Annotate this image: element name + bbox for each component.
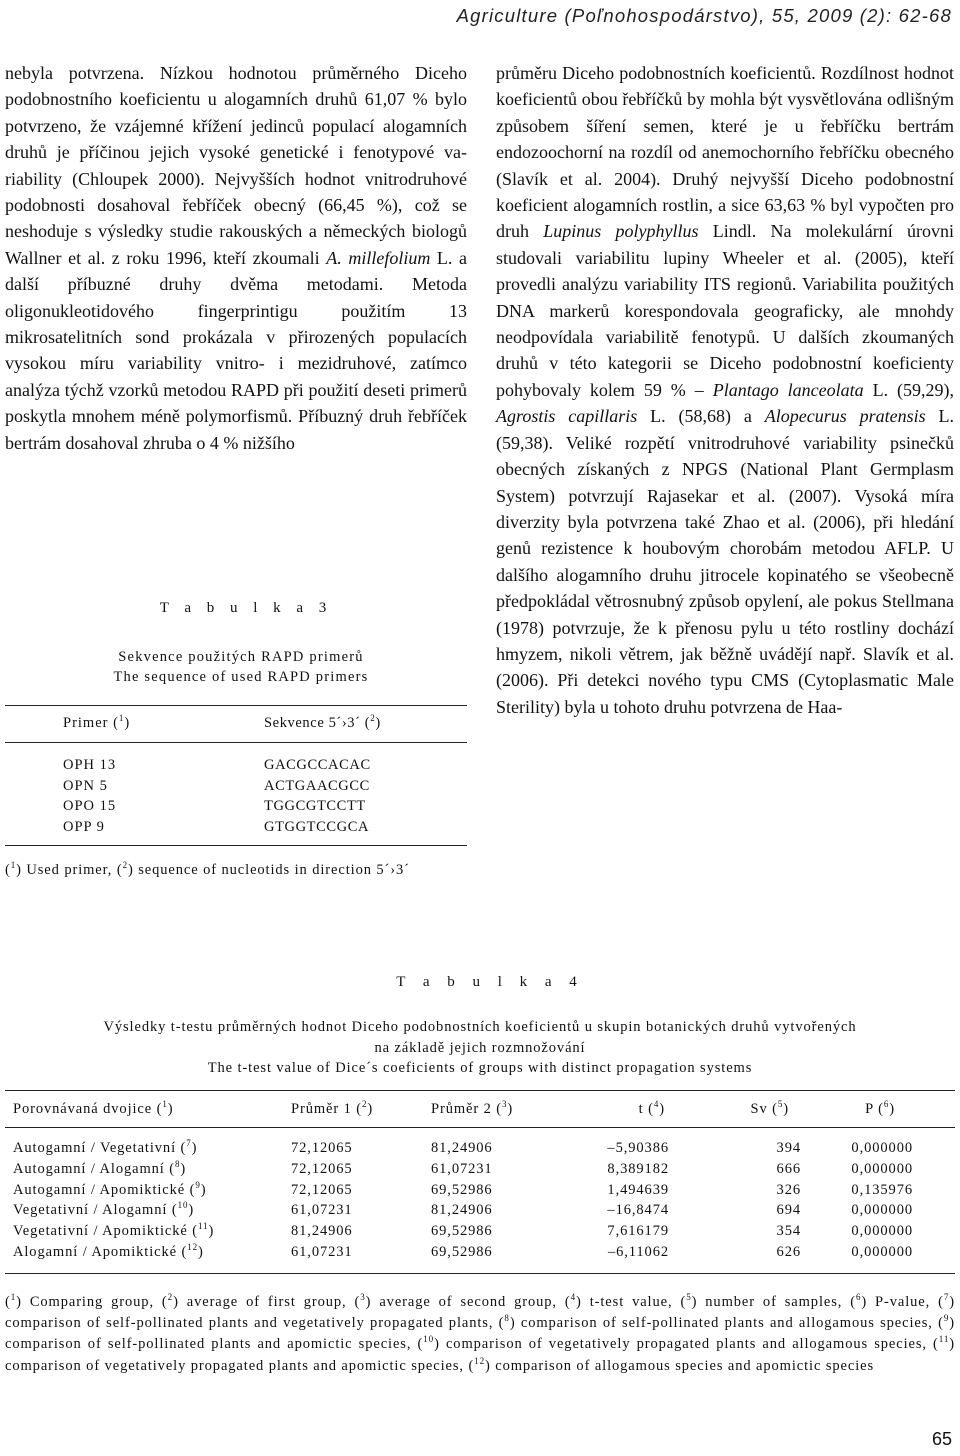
foot-sup-2: 2 (122, 860, 128, 871)
sv-cell: 694 (776, 1202, 801, 1219)
primer-cell: OPP 9 (63, 818, 105, 835)
header-mean1: Průměr 1 ($^2$) (291, 1099, 374, 1117)
t-cell: –5,90386 (607, 1140, 669, 1156)
primer-cell: OPN 5 (63, 777, 108, 794)
header-t-label: t ( (638, 1101, 654, 1117)
fn-sup: 8 (504, 1313, 510, 1324)
mean2-cell: 61,07231 (431, 1160, 493, 1177)
pair-cell: Autogamní / Vegetativní ($^7$) (13, 1138, 198, 1156)
table-4-header-row (5, 1091, 955, 1128)
p-cell: 0,000000 (851, 1202, 913, 1219)
table-row (5, 817, 467, 838)
header-p: P ($^6$) (865, 1099, 895, 1117)
header-pair-sup: 1 (162, 1099, 168, 1110)
header-pair-label: Porovnávaná dvojice ( (13, 1101, 163, 1117)
t-cell: –6,11062 (607, 1243, 669, 1260)
primer-cell: OPH 13 (63, 757, 117, 773)
table-3-header-row (5, 706, 467, 743)
table-4-caption-cz-1: Výsledky t-testu průměrných hodnot Diceho podobnostních koeficientů u skupin botanických druhů vytvořených (103, 1019, 857, 1035)
fn-sup: 6 (855, 1292, 862, 1303)
table-3-header-sequence: Sekvence 5´›3´ ($^2$) (264, 713, 381, 731)
header-mean2-label: Průměr 2 ( (431, 1101, 503, 1117)
t-cell: 7,616179 (607, 1223, 669, 1240)
sv-cell: 326 (776, 1181, 801, 1198)
pair-label: Autogamní / Apomiktické ( (13, 1181, 196, 1198)
page-number: 65 (931, 1429, 952, 1449)
pair-cell: Vegetativní / Alogamní ($^{10}$) (13, 1200, 195, 1219)
t-cell: 1,494639 (607, 1181, 669, 1198)
p-cell: 0,000000 (851, 1160, 913, 1177)
fn-sup: 9 (943, 1313, 950, 1324)
pair-sup: 10 (177, 1200, 189, 1211)
pair-cell: Alogamní / Apomiktické ($^{12}$) (13, 1242, 204, 1260)
foot-text-b: ) sequence of nucleotids in direction 5´›3´ (127, 862, 410, 878)
fn-text: ) comparison of self-pollinated plants and allogamous species, ( (509, 1315, 944, 1332)
fn-text: ) comparison of self-pollinated plants and apomictic species, ( (5, 1315, 955, 1353)
table-4-caption (5, 1017, 955, 1079)
left-text-part-1: nebyla potvrzena. Nízkou hodnotou průměrného Diceho podobnostního koeficientu u alogamních druhů 61,07 % bylo potvrzeno, že vzájemné křížení jedinců populací alogamních druhů je příčinou jejich vysoké genetické i fenotypové variability (Chloupek 2000). Nejvyšších hodnot vnitrodruhové podobnosti dosahoval řebříček obecný (66,45 %), což se neshoduje s výsledky studie rakouských a německých biologů Wallner et al. z roku 1996, kteří zkoumali (5, 63, 467, 268)
header-mean2-sup: 3 (502, 1099, 508, 1110)
sequence-cell: GACGCCACAC (264, 757, 371, 773)
fn-text: ) t-test value, ( (576, 1294, 687, 1310)
p-cell: 0,000000 (851, 1140, 913, 1156)
table-3-caption-en: The sequence of used RAPD primers (113, 669, 369, 685)
mean1-cell: 61,07231 (291, 1243, 353, 1260)
pair-label: Autogamní / Vegetativní ( (13, 1140, 187, 1156)
table-4 (5, 1090, 955, 1274)
pair-cell: Autogamní / Apomiktické ($^9$) (13, 1179, 207, 1198)
table-4-body (5, 1128, 955, 1273)
p-cell: 0,135976 (851, 1181, 913, 1198)
t-cell: 8,389182 (607, 1160, 669, 1177)
table-3-title: T a b u l k a 3 (159, 600, 333, 616)
fn-text: ) comparison of allogamous species and apomictic species (484, 1357, 875, 1374)
header-p-label: P ( (865, 1101, 884, 1117)
sequence-cell: ACTGAACGCC (264, 777, 370, 794)
pair-sup: 9 (195, 1179, 201, 1190)
sv-cell: 666 (776, 1160, 801, 1177)
pair-label: Vegetativní / Alogamní ( (13, 1202, 178, 1219)
right-text-i4: Alopecurus pratensis (764, 406, 926, 427)
pair-cell: Autogamní / Alogamní ($^8$) (13, 1158, 187, 1177)
fn-text: ) P-value, ( (861, 1294, 944, 1310)
fn-sup: 4 (570, 1292, 577, 1303)
pair-sup: 11 (197, 1221, 209, 1232)
sequence-cell: GTGGTCCGCA (264, 818, 370, 835)
fn-sup: 2 (167, 1292, 174, 1303)
fn-text: ) comparison of vegetatively propagated plants and allogamous species, ( (434, 1336, 939, 1353)
table-3-footnote: ($^1$) Used primer, ($^2$) sequence of nucleotids in direction 5´›3´ (5, 860, 410, 878)
pair-label: Vegetativní / Apomiktické ( (13, 1223, 198, 1240)
right-text-p5: L. (59,38). Veliké rozpětí vnitrodruhové variability psinečků obecných získaných z NPGS (National Plant Germplasm System) potvrzují Rajasekar et al. (2007). Vysoká míra diverzity byla potvrzena také Zhao et al. (2006), při hledání genů rezistence k houbovým chorobám metodou AFLP. U dalšího alogamního druhu jitrocele kopinatého se všeobecně předpokládal větrosnubný způsob opylení, ale pokus Stellmana (1978) potvrzuje, že k přenosu pylu u této rostliny dochází hmyzem, nikoli větrem, jak běžně uvádějí např. Slavík et al. (2006). Při detekci nového typu CMS (Cytoplasmatic Male Sterility) byla u tohoto druhu potvrzena de Haa- (496, 406, 954, 717)
header-seq-label: Sekvence 5´›3´ ( (264, 715, 371, 731)
header-mean1-label: Průměr 1 ( (291, 1101, 363, 1117)
header-primer-sup: 1 (118, 713, 125, 724)
left-text-column (5, 60, 467, 456)
table-4-title: T a b u l k a 4 (396, 974, 584, 990)
sv-cell: 354 (776, 1223, 801, 1240)
right-text-i1: Lupinus polyphyllus (543, 221, 699, 242)
sv-cell: 394 (776, 1140, 801, 1156)
t-cell: –16,8474 (607, 1202, 669, 1219)
pair-label: Autogamní / Alogamní ( (13, 1160, 175, 1177)
mean2-cell: 69,52986 (431, 1181, 493, 1198)
header-mean2: Průměr 2 ($^3$) (431, 1099, 514, 1117)
header-sv-label: Sv ( (750, 1101, 778, 1117)
table-row (5, 1200, 955, 1221)
table-row (5, 1180, 955, 1201)
sequence-cell: TGGCGTCCTT (264, 798, 366, 814)
mean1-cell: 81,24906 (291, 1223, 353, 1240)
left-text-italic: A. millefolium (326, 247, 431, 268)
header-seq-sup: 2 (370, 713, 376, 724)
header-primer-label: Primer ( (63, 715, 119, 731)
fn-text: ) Comparing group, ( (16, 1294, 168, 1310)
pair-cell: Vegetativní / Apomiktické ($^{11}$) (13, 1221, 215, 1240)
fn-text: ) average of second group, ( (365, 1294, 571, 1310)
foot-sup-1: 1 (10, 860, 17, 871)
mean1-cell: 72,12065 (291, 1160, 353, 1177)
left-text-part-2: L. a další příbuzné druhy dvěma metodami. Metoda oligonukleotidového fingerprintigu použitím 13 mikrosatelitních sond prokázala v přirozených populacích vysokou míru variability vnitro- i mezidruhové, zatímco analýza týchž vzorků metodou RAPD při použití deseti primerů poskytla mnohem méně polymorfismů. Příbuzný druh řebříček bertrám dosahoval zhruba o 4 % nižšího (5, 247, 468, 453)
mean2-cell: 69,52986 (431, 1243, 493, 1260)
fn-text: ) average of first group, ( (173, 1294, 361, 1310)
fn-sup: 1 (10, 1292, 17, 1303)
table-3-caption-cz: Sekvence použitých RAPD primerů (118, 649, 364, 665)
header-p-sup: 6 (883, 1099, 890, 1110)
table-row (5, 1221, 955, 1242)
pair-label: Alogamní / Apomiktické ( (13, 1243, 188, 1260)
header-t-sup: 4 (653, 1099, 660, 1110)
fn-text: ) comparison of self-pollinated plants and vegetatively propagated plants, ( (5, 1294, 955, 1332)
mean1-cell: 72,12065 (291, 1181, 353, 1198)
right-text-p3: L. (59,29), (863, 379, 954, 400)
fn-sup: 7 (943, 1292, 950, 1303)
header-sv-sup: 5 (777, 1099, 784, 1110)
right-text-i2: Plantago lanceolata (712, 379, 864, 400)
p-cell: 0,000000 (851, 1243, 913, 1260)
mean2-cell: 81,24906 (431, 1202, 493, 1219)
journal-header: Agriculture (Poľnohospodárstvo), 55, 2009 (2): 62-68 (456, 5, 952, 26)
right-text-p1: průměru Diceho podobnostních koeficientů. Rozdílnost hodnot koeficientů obou řebříčků by mohla být vysvětlována odlišným způsobem šíření semen, které je u řebříčku bertrám endozoochorní na rozdíl od anemochorního řebříčku obecného (Slavík et al. 2004). Druhý nejvyšší Diceho podobnostní koeficient alogamních rostlin, a sice 63,63 % byl vypočten pro druh (496, 63, 954, 242)
pair-sup: 12 (187, 1242, 199, 1253)
table-3-header-primer: Primer ($^1$) (63, 713, 131, 731)
fn-sup: 10 (423, 1334, 435, 1345)
table-4-footnote: ($^1$) Comparing group, ($^2$) average of first group, ($^3$) average of second group, ($^4$) t-test value, ($^5$) number of samples, ($^6$) P-value, ($^7$) comparison of self-pollinated plants and vegetatively propagated plants, ($^8$) comparison of self-pollinated plants and allogamous species, ($^9$) comparison of self-pollinated plants and apomictic species, ($^{10}$) comparison of vegetatively propagated plants and allogamous species, ($^{11}$) comparison of vegetatively propagated plants and apomictic species, ($^{12}$) comparison of allogamous species and apomictic species (5, 1292, 955, 1374)
table-4-caption-cz-2: na základě jejich rozmnožování (374, 1039, 586, 1056)
right-text-p4: L. (58,68) a (637, 406, 765, 427)
table-3-body (5, 743, 467, 845)
foot-text-a: ) Used primer, ( (16, 862, 123, 878)
table-3 (5, 600, 467, 879)
table-4-caption-en: The t-test value of Dice´s coeficients of groups with distinct propagation systems (207, 1060, 753, 1076)
p-cell: 0,000000 (851, 1223, 913, 1240)
table-row (5, 1242, 955, 1263)
table-row (5, 776, 467, 797)
pair-sup: 8 (174, 1158, 181, 1169)
mean2-cell: 69,52986 (431, 1223, 493, 1240)
header-pair: Porovnávaná dvojice ($^1$) (13, 1099, 174, 1117)
pair-sup: 7 (186, 1138, 192, 1149)
fn-sup: 11 (938, 1334, 950, 1345)
fn-sup: 12 (474, 1355, 485, 1366)
mean2-cell: 81,24906 (431, 1140, 493, 1156)
table-row (5, 796, 467, 817)
fn-text: ) comparison of vegetatively propagated plants and apomictic species, ( (5, 1336, 955, 1374)
table-3-grid (5, 705, 467, 846)
header-sv: Sv ($^5$) (750, 1099, 789, 1117)
right-text-column (496, 60, 954, 720)
header-mean1-sup: 2 (362, 1099, 368, 1110)
fn-sup: 3 (360, 1292, 366, 1303)
table-row (5, 755, 467, 776)
table-row (5, 1138, 955, 1159)
mean1-cell: 61,07231 (291, 1202, 353, 1219)
fn-text: ) number of samples, ( (691, 1294, 856, 1310)
header-t: t ($^4$) (638, 1099, 665, 1117)
table-3-caption (15, 647, 467, 687)
table-row (5, 1159, 955, 1180)
right-text-p2: Lindl. Na molekulární úrovni studovali variabilitu lupiny Wheeler et al. (2005), kteří provedli analýzu variability ITS regionů. Variabilita použitých DNA markerů korespondovala geograficky, ale mnohdy neodpovídala variabilitě fenotypů. U dalších zkoumaných druhů v této kategorii se Diceho podobnostní koeficienty pohybovaly kolem 59 % – (496, 221, 954, 400)
mean1-cell: 72,12065 (291, 1140, 353, 1156)
right-text-i3: Agrostis capillaris (496, 406, 638, 427)
fn-sup: 5 (686, 1292, 692, 1303)
primer-cell: OPO 15 (63, 798, 117, 814)
sv-cell: 626 (776, 1243, 801, 1260)
